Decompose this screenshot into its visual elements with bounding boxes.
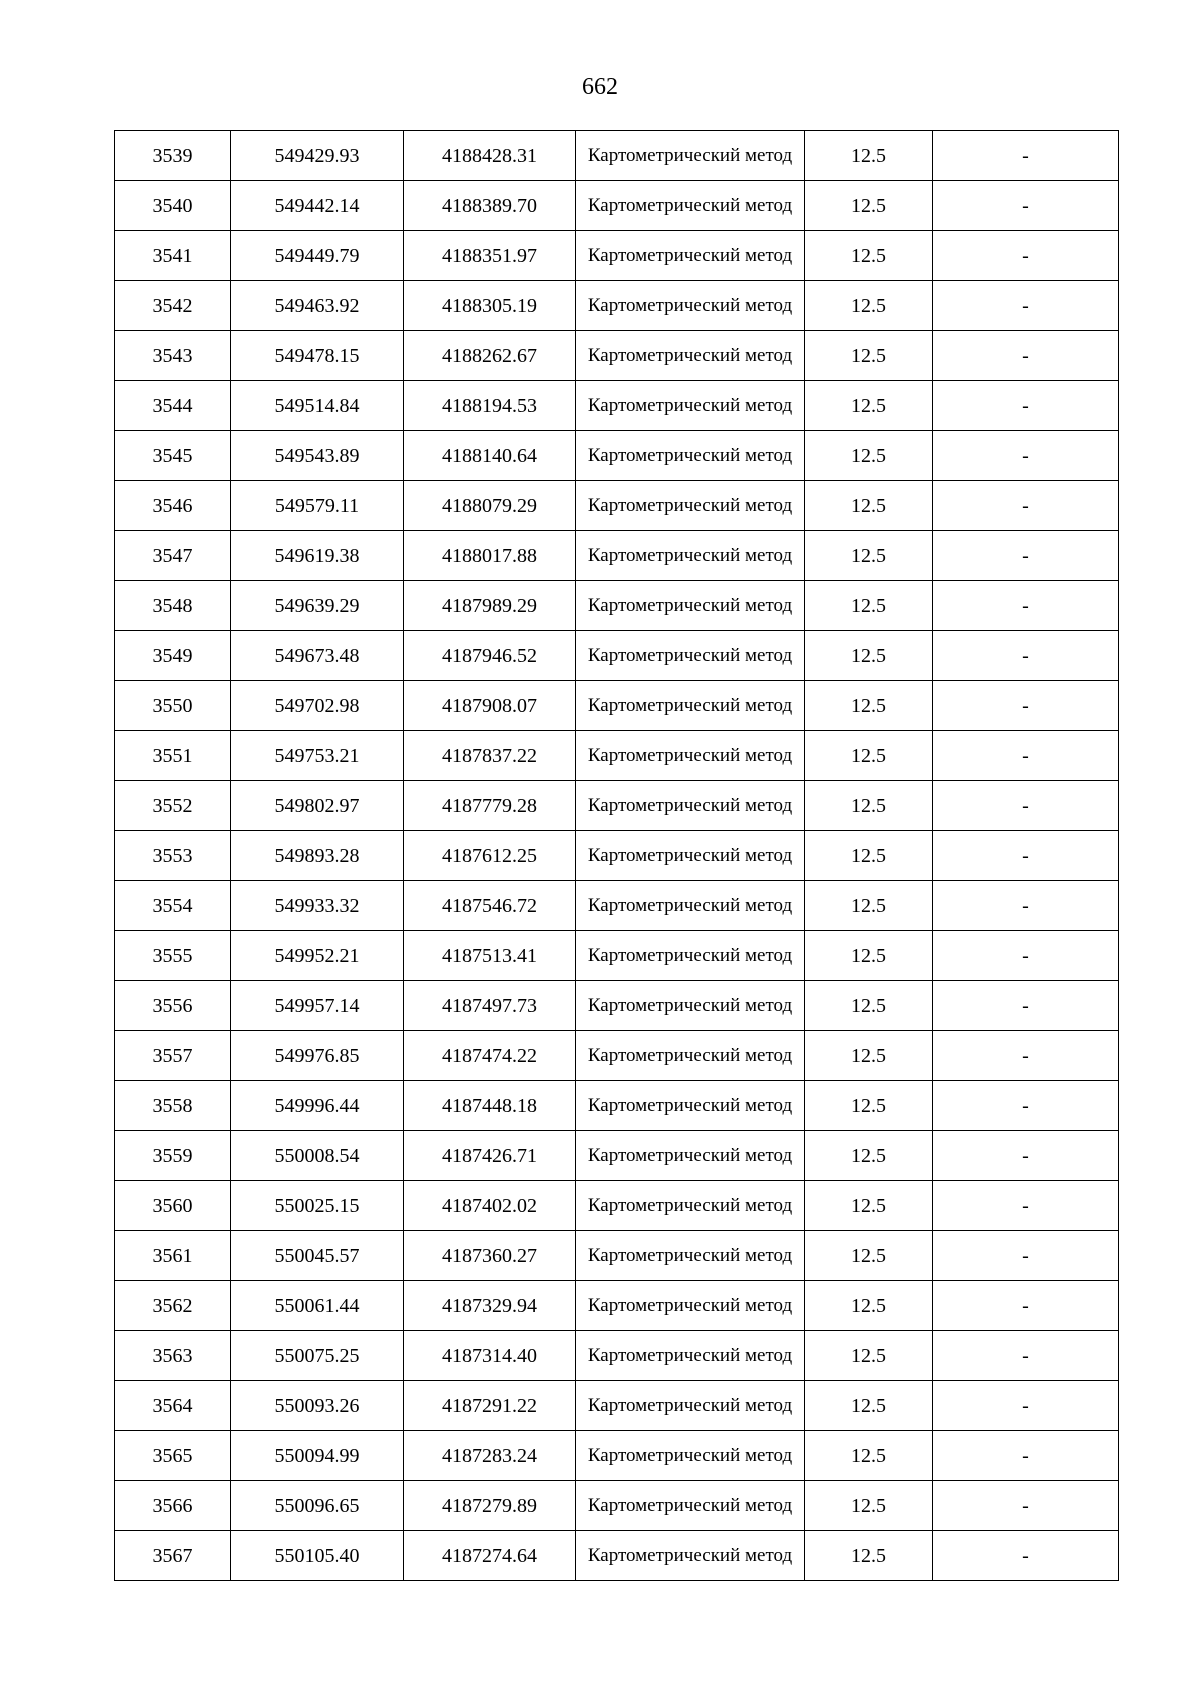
x-coordinate-cell: 550025.15	[231, 1181, 404, 1231]
method-cell: Картометрический метод	[576, 1431, 805, 1481]
x-coordinate-cell: 549514.84	[231, 381, 404, 431]
accuracy-cell: 12.5	[805, 131, 933, 181]
accuracy-cell: 12.5	[805, 931, 933, 981]
table-row	[115, 631, 1119, 681]
point-number-cell: 3555	[115, 931, 231, 981]
method-cell: Картометрический метод	[576, 881, 805, 931]
accuracy-cell: 12.5	[805, 1431, 933, 1481]
method-cell: Картометрический метод	[576, 1531, 805, 1581]
table-row	[115, 981, 1119, 1031]
point-number-cell: 3541	[115, 231, 231, 281]
y-coordinate-cell: 4187612.25	[404, 831, 576, 881]
note-cell: -	[933, 531, 1119, 581]
x-coordinate-cell: 549449.79	[231, 231, 404, 281]
table-row	[115, 1031, 1119, 1081]
y-coordinate-cell: 4188351.97	[404, 231, 576, 281]
point-number-cell: 3557	[115, 1031, 231, 1081]
method-cell: Картометрический метод	[576, 131, 805, 181]
coordinates-table	[114, 130, 1119, 1581]
y-coordinate-cell: 4188389.70	[404, 181, 576, 231]
table-row	[115, 681, 1119, 731]
method-cell: Картометрический метод	[576, 831, 805, 881]
x-coordinate-cell: 549952.21	[231, 931, 404, 981]
table-row	[115, 431, 1119, 481]
y-coordinate-cell: 4187402.02	[404, 1181, 576, 1231]
note-cell: -	[933, 131, 1119, 181]
accuracy-cell: 12.5	[805, 1481, 933, 1531]
x-coordinate-cell: 549442.14	[231, 181, 404, 231]
accuracy-cell: 12.5	[805, 1281, 933, 1331]
method-cell: Картометрический метод	[576, 1231, 805, 1281]
point-number-cell: 3562	[115, 1281, 231, 1331]
x-coordinate-cell: 550008.54	[231, 1131, 404, 1181]
note-cell: -	[933, 681, 1119, 731]
x-coordinate-cell: 549933.32	[231, 881, 404, 931]
method-cell: Картометрический метод	[576, 1081, 805, 1131]
y-coordinate-cell: 4187908.07	[404, 681, 576, 731]
table-row	[115, 231, 1119, 281]
y-coordinate-cell: 4187360.27	[404, 1231, 576, 1281]
method-cell: Картометрический метод	[576, 1181, 805, 1231]
table-row	[115, 581, 1119, 631]
note-cell: -	[933, 1081, 1119, 1131]
y-coordinate-cell: 4188262.67	[404, 331, 576, 381]
x-coordinate-cell: 549478.15	[231, 331, 404, 381]
method-cell: Картометрический метод	[576, 531, 805, 581]
note-cell: -	[933, 481, 1119, 531]
note-cell: -	[933, 1281, 1119, 1331]
note-cell: -	[933, 781, 1119, 831]
method-cell: Картометрический метод	[576, 1131, 805, 1181]
y-coordinate-cell: 4188305.19	[404, 281, 576, 331]
point-number-cell: 3543	[115, 331, 231, 381]
note-cell: -	[933, 1531, 1119, 1581]
x-coordinate-cell: 549463.92	[231, 281, 404, 331]
point-number-cell: 3560	[115, 1181, 231, 1231]
table-row	[115, 1181, 1119, 1231]
accuracy-cell: 12.5	[805, 1031, 933, 1081]
method-cell: Картометрический метод	[576, 681, 805, 731]
x-coordinate-cell: 549702.98	[231, 681, 404, 731]
accuracy-cell: 12.5	[805, 1181, 933, 1231]
x-coordinate-cell: 550061.44	[231, 1281, 404, 1331]
table-row	[115, 131, 1119, 181]
method-cell: Картометрический метод	[576, 331, 805, 381]
x-coordinate-cell: 550094.99	[231, 1431, 404, 1481]
x-coordinate-cell: 549639.29	[231, 581, 404, 631]
x-coordinate-cell: 550105.40	[231, 1531, 404, 1581]
accuracy-cell: 12.5	[805, 731, 933, 781]
method-cell: Картометрический метод	[576, 731, 805, 781]
accuracy-cell: 12.5	[805, 481, 933, 531]
point-number-cell: 3548	[115, 581, 231, 631]
x-coordinate-cell: 549619.38	[231, 531, 404, 581]
note-cell: -	[933, 931, 1119, 981]
accuracy-cell: 12.5	[805, 781, 933, 831]
table-row	[115, 281, 1119, 331]
method-cell: Картометрический метод	[576, 481, 805, 531]
note-cell: -	[933, 431, 1119, 481]
note-cell: -	[933, 181, 1119, 231]
y-coordinate-cell: 4187448.18	[404, 1081, 576, 1131]
accuracy-cell: 12.5	[805, 1131, 933, 1181]
y-coordinate-cell: 4187279.89	[404, 1481, 576, 1531]
accuracy-cell: 12.5	[805, 1081, 933, 1131]
point-number-cell: 3550	[115, 681, 231, 731]
note-cell: -	[933, 1231, 1119, 1281]
point-number-cell: 3540	[115, 181, 231, 231]
x-coordinate-cell: 549429.93	[231, 131, 404, 181]
y-coordinate-cell: 4187946.52	[404, 631, 576, 681]
accuracy-cell: 12.5	[805, 1231, 933, 1281]
x-coordinate-cell: 549893.28	[231, 831, 404, 881]
accuracy-cell: 12.5	[805, 1331, 933, 1381]
point-number-cell: 3545	[115, 431, 231, 481]
accuracy-cell: 12.5	[805, 881, 933, 931]
method-cell: Картометрический метод	[576, 231, 805, 281]
point-number-cell: 3566	[115, 1481, 231, 1531]
accuracy-cell: 12.5	[805, 631, 933, 681]
table-row	[115, 381, 1119, 431]
note-cell: -	[933, 881, 1119, 931]
accuracy-cell: 12.5	[805, 681, 933, 731]
y-coordinate-cell: 4187426.71	[404, 1131, 576, 1181]
method-cell: Картометрический метод	[576, 1031, 805, 1081]
note-cell: -	[933, 581, 1119, 631]
note-cell: -	[933, 831, 1119, 881]
x-coordinate-cell: 549753.21	[231, 731, 404, 781]
x-coordinate-cell: 550093.26	[231, 1381, 404, 1431]
note-cell: -	[933, 1381, 1119, 1431]
point-number-cell: 3551	[115, 731, 231, 781]
y-coordinate-cell: 4187513.41	[404, 931, 576, 981]
point-number-cell: 3563	[115, 1331, 231, 1381]
point-number-cell: 3556	[115, 981, 231, 1031]
point-number-cell: 3567	[115, 1531, 231, 1581]
accuracy-cell: 12.5	[805, 981, 933, 1031]
accuracy-cell: 12.5	[805, 181, 933, 231]
table-row	[115, 881, 1119, 931]
note-cell: -	[933, 381, 1119, 431]
method-cell: Картометрический метод	[576, 781, 805, 831]
accuracy-cell: 12.5	[805, 331, 933, 381]
note-cell: -	[933, 281, 1119, 331]
note-cell: -	[933, 1031, 1119, 1081]
y-coordinate-cell: 4187837.22	[404, 731, 576, 781]
y-coordinate-cell: 4188428.31	[404, 131, 576, 181]
method-cell: Картометрический метод	[576, 1331, 805, 1381]
note-cell: -	[933, 1131, 1119, 1181]
table-row	[115, 1281, 1119, 1331]
table-row	[115, 1331, 1119, 1381]
y-coordinate-cell: 4187989.29	[404, 581, 576, 631]
x-coordinate-cell: 549996.44	[231, 1081, 404, 1131]
method-cell: Картометрический метод	[576, 181, 805, 231]
table-row	[115, 781, 1119, 831]
method-cell: Картометрический метод	[576, 1281, 805, 1331]
method-cell: Картометрический метод	[576, 1481, 805, 1531]
x-coordinate-cell: 549976.85	[231, 1031, 404, 1081]
accuracy-cell: 12.5	[805, 381, 933, 431]
x-coordinate-cell: 549579.11	[231, 481, 404, 531]
y-coordinate-cell: 4188079.29	[404, 481, 576, 531]
x-coordinate-cell: 549673.48	[231, 631, 404, 681]
method-cell: Картометрический метод	[576, 431, 805, 481]
y-coordinate-cell: 4188017.88	[404, 531, 576, 581]
point-number-cell: 3564	[115, 1381, 231, 1431]
accuracy-cell: 12.5	[805, 831, 933, 881]
x-coordinate-cell: 550096.65	[231, 1481, 404, 1531]
x-coordinate-cell: 549957.14	[231, 981, 404, 1031]
point-number-cell: 3553	[115, 831, 231, 881]
accuracy-cell: 12.5	[805, 431, 933, 481]
note-cell: -	[933, 731, 1119, 781]
accuracy-cell: 12.5	[805, 531, 933, 581]
table-row	[115, 1531, 1119, 1581]
method-cell: Картометрический метод	[576, 981, 805, 1031]
x-coordinate-cell: 550075.25	[231, 1331, 404, 1381]
table-row	[115, 481, 1119, 531]
note-cell: -	[933, 1431, 1119, 1481]
table-row	[115, 831, 1119, 881]
x-coordinate-cell: 550045.57	[231, 1231, 404, 1281]
table-row	[115, 1481, 1119, 1531]
method-cell: Картометрический метод	[576, 281, 805, 331]
y-coordinate-cell: 4187497.73	[404, 981, 576, 1031]
accuracy-cell: 12.5	[805, 231, 933, 281]
method-cell: Картометрический метод	[576, 1381, 805, 1431]
note-cell: -	[933, 231, 1119, 281]
point-number-cell: 3546	[115, 481, 231, 531]
y-coordinate-cell: 4187274.64	[404, 1531, 576, 1581]
table-body	[115, 131, 1119, 1581]
point-number-cell: 3549	[115, 631, 231, 681]
accuracy-cell: 12.5	[805, 1381, 933, 1431]
note-cell: -	[933, 331, 1119, 381]
point-number-cell: 3544	[115, 381, 231, 431]
point-number-cell: 3547	[115, 531, 231, 581]
accuracy-cell: 12.5	[805, 1531, 933, 1581]
y-coordinate-cell: 4187329.94	[404, 1281, 576, 1331]
point-number-cell: 3559	[115, 1131, 231, 1181]
table-row	[115, 731, 1119, 781]
method-cell: Картометрический метод	[576, 931, 805, 981]
y-coordinate-cell: 4187474.22	[404, 1031, 576, 1081]
point-number-cell: 3565	[115, 1431, 231, 1481]
point-number-cell: 3554	[115, 881, 231, 931]
table-row	[115, 1431, 1119, 1481]
y-coordinate-cell: 4188140.64	[404, 431, 576, 481]
table-row	[115, 331, 1119, 381]
table-row	[115, 1131, 1119, 1181]
y-coordinate-cell: 4187546.72	[404, 881, 576, 931]
table-row	[115, 931, 1119, 981]
point-number-cell: 3552	[115, 781, 231, 831]
point-number-cell: 3539	[115, 131, 231, 181]
note-cell: -	[933, 981, 1119, 1031]
x-coordinate-cell: 549543.89	[231, 431, 404, 481]
accuracy-cell: 12.5	[805, 581, 933, 631]
table-row	[115, 1231, 1119, 1281]
table-row	[115, 181, 1119, 231]
y-coordinate-cell: 4187291.22	[404, 1381, 576, 1431]
note-cell: -	[933, 1481, 1119, 1531]
y-coordinate-cell: 4187314.40	[404, 1331, 576, 1381]
y-coordinate-cell: 4188194.53	[404, 381, 576, 431]
point-number-cell: 3561	[115, 1231, 231, 1281]
table-row	[115, 1381, 1119, 1431]
accuracy-cell: 12.5	[805, 281, 933, 331]
point-number-cell: 3542	[115, 281, 231, 331]
point-number-cell: 3558	[115, 1081, 231, 1131]
method-cell: Картометрический метод	[576, 381, 805, 431]
table-row	[115, 531, 1119, 581]
method-cell: Картометрический метод	[576, 631, 805, 681]
note-cell: -	[933, 631, 1119, 681]
note-cell: -	[933, 1181, 1119, 1231]
page-number: 662	[582, 74, 618, 100]
note-cell: -	[933, 1331, 1119, 1381]
method-cell: Картометрический метод	[576, 581, 805, 631]
y-coordinate-cell: 4187283.24	[404, 1431, 576, 1481]
y-coordinate-cell: 4187779.28	[404, 781, 576, 831]
table-row	[115, 1081, 1119, 1131]
x-coordinate-cell: 549802.97	[231, 781, 404, 831]
